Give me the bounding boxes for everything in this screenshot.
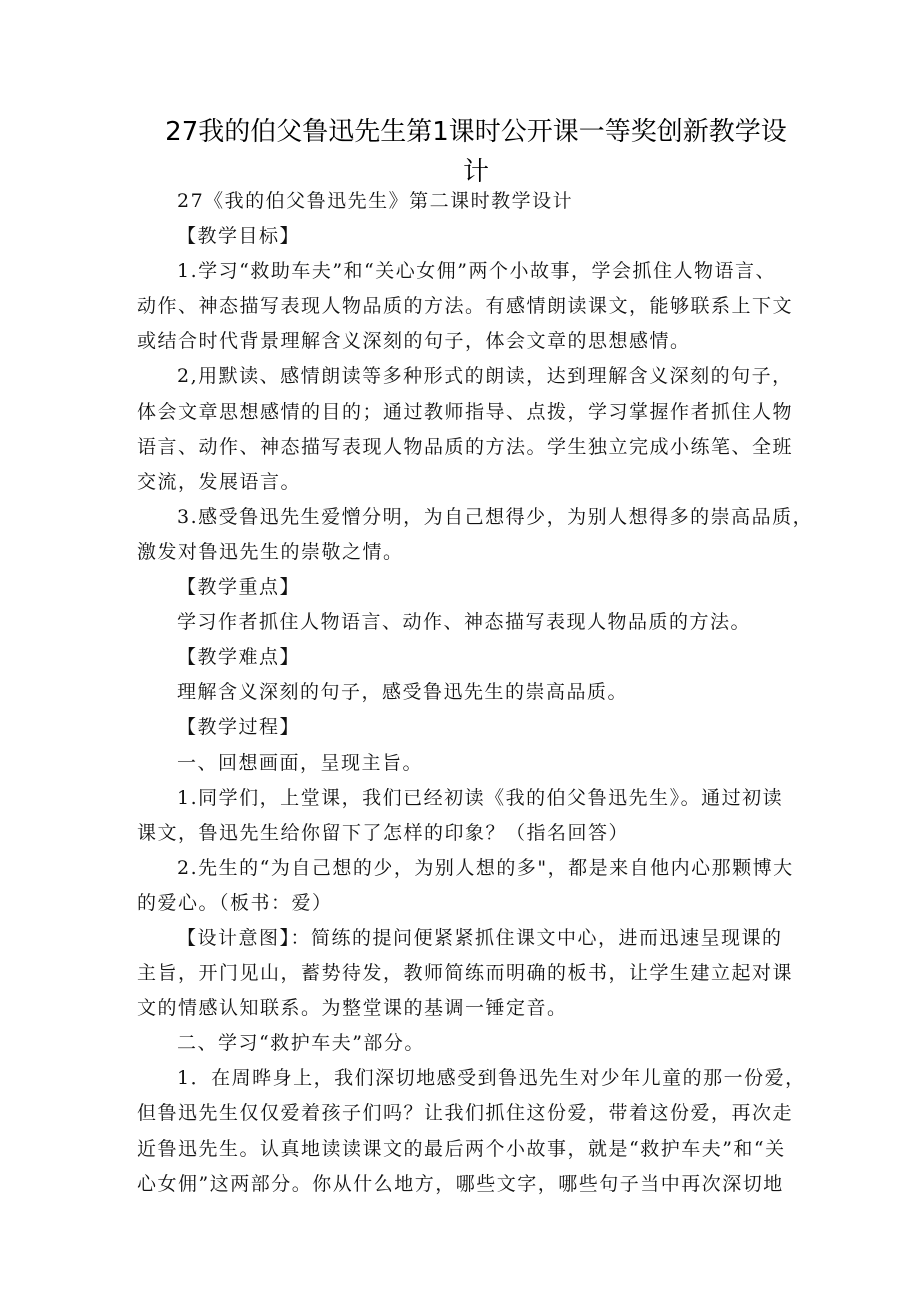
text-line: 2,用默读、感情朗读等多种形式的朗读，达到理解含义深刻的句子， <box>177 365 793 388</box>
text-line: 近鲁迅先生。认真地读读课文的最后两个小故事，就是“救护车夫”和“关 <box>137 1137 786 1160</box>
text-line: 【教学目标】 <box>177 225 301 248</box>
text-line: 主旨，开门见山，蓄势待发，教师简练而明确的板书，让学生建立起对课 <box>137 962 794 985</box>
text-line: 交流，发展语言。 <box>137 470 302 493</box>
text-line: 2.先生的“为自己想的少，为别人想的多"，都是来自他内心那颗博大 <box>177 856 794 879</box>
text-line: 27《我的伯父鲁迅先生》第二课时教学设计 <box>177 190 574 212</box>
text-line: 二、学习“救护车夫”部分。 <box>177 1032 425 1055</box>
text-line: 1．在周晔身上，我们深切地感受到鲁迅先生对少年儿童的那一份爱， <box>177 1067 806 1090</box>
text-line: 一、回想画面，呈现主旨。 <box>177 751 424 774</box>
text-line: 3.感受鲁迅先生爱憎分明，为自己想得少，为别人想得多的崇高品质， <box>177 505 814 528</box>
text-line: 体会文章思想感情的目的；通过教师指导、点拨，学习掌握作者抓住人物 <box>137 400 794 423</box>
text-line: 文的情感认知联系。为整堂课的基调一锤定音。 <box>137 997 568 1020</box>
text-line: 但鲁迅先生仅仅爱着孩子们吗？让我们抓住这份爱，带着这份爱，再次走 <box>137 1102 794 1125</box>
text-line: 【教学难点】 <box>177 646 301 669</box>
text-line: 1.学习“救助车夫”和“关心女佣”两个小故事，学会抓住人物语言、 <box>177 260 776 283</box>
text-line: 【教学过程】 <box>177 716 301 739</box>
text-line: 课文，鲁迅先生给你留下了怎样的印象？（指名回答） <box>137 821 630 844</box>
text-line: 【设计意图】：简练的提问便紧紧抓住课文中心，进而迅速呈现课的 <box>177 926 783 949</box>
text-line: 心女佣”这两部分。你从什么地方，哪些文字，哪些句子当中再次深切地 <box>137 1172 784 1195</box>
text-line: 1.同学们，上堂课，我们已经初读《我的伯父鲁迅先生》。通过初读 <box>177 786 784 809</box>
text-line: 语言、动作、神态描写表现人物品质的方法。学生独立完成小练笔、全班 <box>137 435 794 458</box>
title-line-2: 计 <box>462 157 489 187</box>
document-body <box>137 184 814 1202</box>
text-line: 或结合时代背景理解含义深刻的句子，体会文章的思想感情。 <box>137 330 691 353</box>
text-line: 动作、神态描写表现人物品质的方法。有感情朗读课文，能够联系上下文 <box>137 295 794 318</box>
text-line: 激发对鲁迅先生的崇敬之情。 <box>137 540 404 563</box>
text-line: 【教学重点】 <box>177 576 301 599</box>
text-line: 的爱心。（板书：爱） <box>137 891 333 914</box>
document-title <box>136 112 816 192</box>
title-line-1: 27我的伯父鲁迅先生第1课时公开课一等奖创新教学设 <box>165 117 787 147</box>
text-line: 学习作者抓住人物语言、动作、神态描写表现人物品质的方法。 <box>177 611 752 634</box>
text-line: 理解含义深刻的句子，感受鲁迅先生的崇高品质。 <box>177 681 629 704</box>
